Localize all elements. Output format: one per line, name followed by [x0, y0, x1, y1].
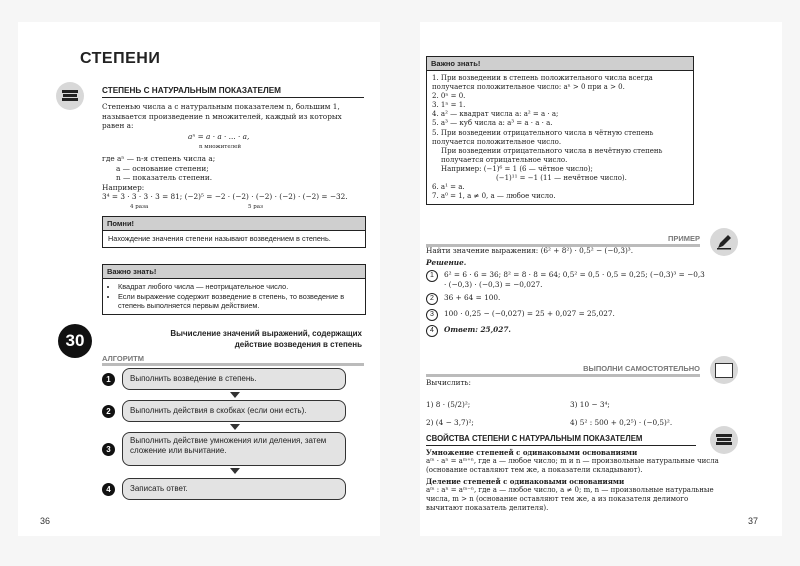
example-header: ПРИМЕР	[426, 234, 700, 247]
formula-underbrace-label: n множителей	[199, 144, 241, 150]
definition-line: называется произведение n множителей, каждый из которых	[102, 111, 342, 121]
board-icon	[710, 356, 738, 384]
algorithm-step: Выполнить действие умножения или деления, затем сложение или вычитание.	[122, 432, 346, 466]
important-item: • Квадрат любого числа — неотрицательное число.	[118, 282, 360, 292]
example-line: 3⁴ = 3 · 3 · 3 · 3 = 81; (−2)⁵ = −2 · (−2) · (−2) · (−2) · (−2) = −32.	[102, 192, 348, 202]
important-item: 6. a¹ = a.	[432, 183, 465, 192]
important-item: 3. 1ⁿ = 1.	[432, 101, 466, 110]
important-item: 5. При возведении отрицательного числа в чётную степень получается положительное число.	[432, 128, 654, 146]
lesson-title	[108, 328, 362, 350]
remember-text: Нахождение значения степени называют возведением в степень.	[108, 234, 331, 243]
solution-step	[426, 293, 706, 305]
lesson-title-line: действие возведения в степень	[234, 340, 362, 349]
self-item: 3) 10 − 3⁴;	[570, 400, 610, 409]
step-number: 1	[426, 270, 438, 282]
solution-step-text: 6² = 6 · 6 = 36; 8² = 8 · 8 = 64; 0,5² = 0,5 · 0,5 = 0,25; (−0,3)³ = −0,3 · (−0,3) · (−0,3) = −0,027.	[444, 270, 705, 289]
important-item: При возведении отрицательного числа в нечётную степень получается отрицательное число.	[441, 146, 663, 164]
lesson-title-line: Вычисление значений выражений, содержащих	[170, 329, 362, 338]
algorithm-step: Выполнить действия в скобках (если они есть).	[122, 400, 346, 422]
step-number: 4	[426, 325, 438, 337]
pencil-icon	[710, 228, 738, 256]
step-number: 1	[102, 373, 115, 386]
important-item: (−1)¹¹ = −1 (11 — нечётное число).	[496, 174, 627, 183]
page-title: СТЕПЕНИ	[80, 50, 161, 67]
section-heading: СТЕПЕНЬ С НАТУРАЛЬНЫМ ПОКАЗАТЕЛЕМ	[102, 86, 364, 98]
important-body	[103, 279, 365, 314]
step-number: 3	[426, 309, 438, 321]
self-item: 4) 5² : 500 + 0,2⁵) · (−0,5)².	[570, 418, 673, 427]
algorithm-header: АЛГОРИТМ	[102, 354, 364, 366]
example-underbrace-label: 5 раз	[248, 204, 264, 210]
important-item: 1. При возведении в степень положительного числа всегда получается положительное число: aⁿ > 0 при a > 0.	[432, 74, 653, 92]
definition-line: равен a:	[102, 121, 134, 131]
definition-line: Степенью числа a с натуральным показателем n, большим 1,	[102, 102, 340, 111]
important-box	[102, 264, 366, 315]
example-underbrace-label: 4 раза	[130, 204, 149, 210]
example-task: Найти значение выражения: (6² + 8²) · 0,5² − (−0,3)³.	[426, 246, 634, 255]
important-header: Важно знать!	[103, 265, 365, 279]
step-number: 2	[426, 293, 438, 305]
left-page	[18, 22, 380, 536]
property-title: Деление степеней с одинаковыми основаниями	[426, 477, 625, 486]
solution-step	[426, 270, 706, 289]
algorithm-steps	[102, 368, 364, 518]
properties-body	[426, 448, 726, 513]
important-item: 4. a² — квадрат числа a: a² = a · a;	[432, 110, 559, 119]
solution-step-text: 36 + 64 = 100.	[444, 293, 501, 303]
algorithm-step: Записать ответ.	[122, 478, 346, 500]
algorithm-step: Выполнить возведение в степень.	[122, 368, 346, 390]
example-label: Например:	[102, 182, 145, 192]
down-arrow-icon	[230, 392, 240, 398]
self-task: Вычислить:	[426, 378, 471, 387]
step-number: 4	[102, 483, 115, 496]
where-block	[102, 154, 362, 202]
step-number: 2	[102, 405, 115, 418]
self-work-header: ВЫПОЛНИ САМОСТОЯТЕЛЬНО	[426, 364, 700, 377]
down-arrow-icon	[230, 424, 240, 430]
where-line: a — основание степени;	[116, 163, 209, 173]
important-item: Например: (−1)⁶ = 1 (6 — чётное число);	[441, 164, 593, 173]
solution-step	[426, 309, 706, 321]
important-item: 2. 0ⁿ = 0.	[432, 92, 466, 101]
solution-steps	[426, 270, 706, 337]
solution-label: Решение.	[426, 258, 467, 267]
step-number: 3	[102, 443, 115, 456]
solution-step-text: 100 · 0,25 − (−0,027) = 25 + 0,027 = 25,027.	[444, 309, 615, 319]
page-number: 36	[40, 516, 51, 526]
self-item: 1) 8 · (5/2)²;	[426, 400, 471, 409]
properties-heading: СВОЙСТВА СТЕПЕНИ С НАТУРАЛЬНЫМ ПОКАЗАТЕЛЕМ	[426, 434, 696, 446]
property-text: aᵐ · aⁿ = aᵐ⁺ⁿ, где a — любое число; m и n — произвольные натуральные числа (основание оставляют тем же, а показатели складывают).	[426, 457, 719, 474]
self-item: 2) (4 − 3,7)²;	[426, 418, 474, 427]
important-item: 7. a⁰ = 1, a ≠ 0, a — любое число.	[432, 192, 556, 201]
page-number: 37	[747, 516, 758, 526]
property-text: aᵐ : aⁿ = aᵐ⁻ⁿ, где a — любое число, a ≠ 0; m, n — произвольные натуральные числа, m > n (основание оставляют тем же, а из показателя делимого вычитают показатель делителя).	[426, 486, 714, 512]
important-item: 5. a³ — куб числа a: a³ = a · a · a.	[432, 119, 553, 128]
remember-header: Помни!	[103, 217, 365, 231]
definition	[102, 102, 367, 131]
important-box	[426, 56, 694, 205]
down-arrow-icon	[230, 468, 240, 474]
where-line: n — показатель степени.	[116, 173, 213, 183]
remember-box	[102, 216, 366, 248]
solution-step	[426, 325, 706, 337]
board-shape	[715, 363, 733, 378]
book-stack-icon	[56, 82, 84, 110]
where-line: где aⁿ — n-я степень числа a;	[102, 154, 216, 163]
important-body	[427, 71, 693, 204]
lesson-number-badge: 30	[58, 324, 92, 358]
right-page	[420, 22, 782, 536]
property-title: Умножение степеней с одинаковыми основаниями	[426, 448, 638, 457]
important-header: Важно знать!	[427, 57, 693, 71]
important-item: • Если выражение содержит возведение в степень, то возведение в степень выполняется первым действием.	[118, 292, 360, 311]
power-formula: aⁿ = a · a · ... · a,	[188, 132, 250, 141]
solution-step-text: Ответ: 25,027.	[444, 325, 511, 335]
